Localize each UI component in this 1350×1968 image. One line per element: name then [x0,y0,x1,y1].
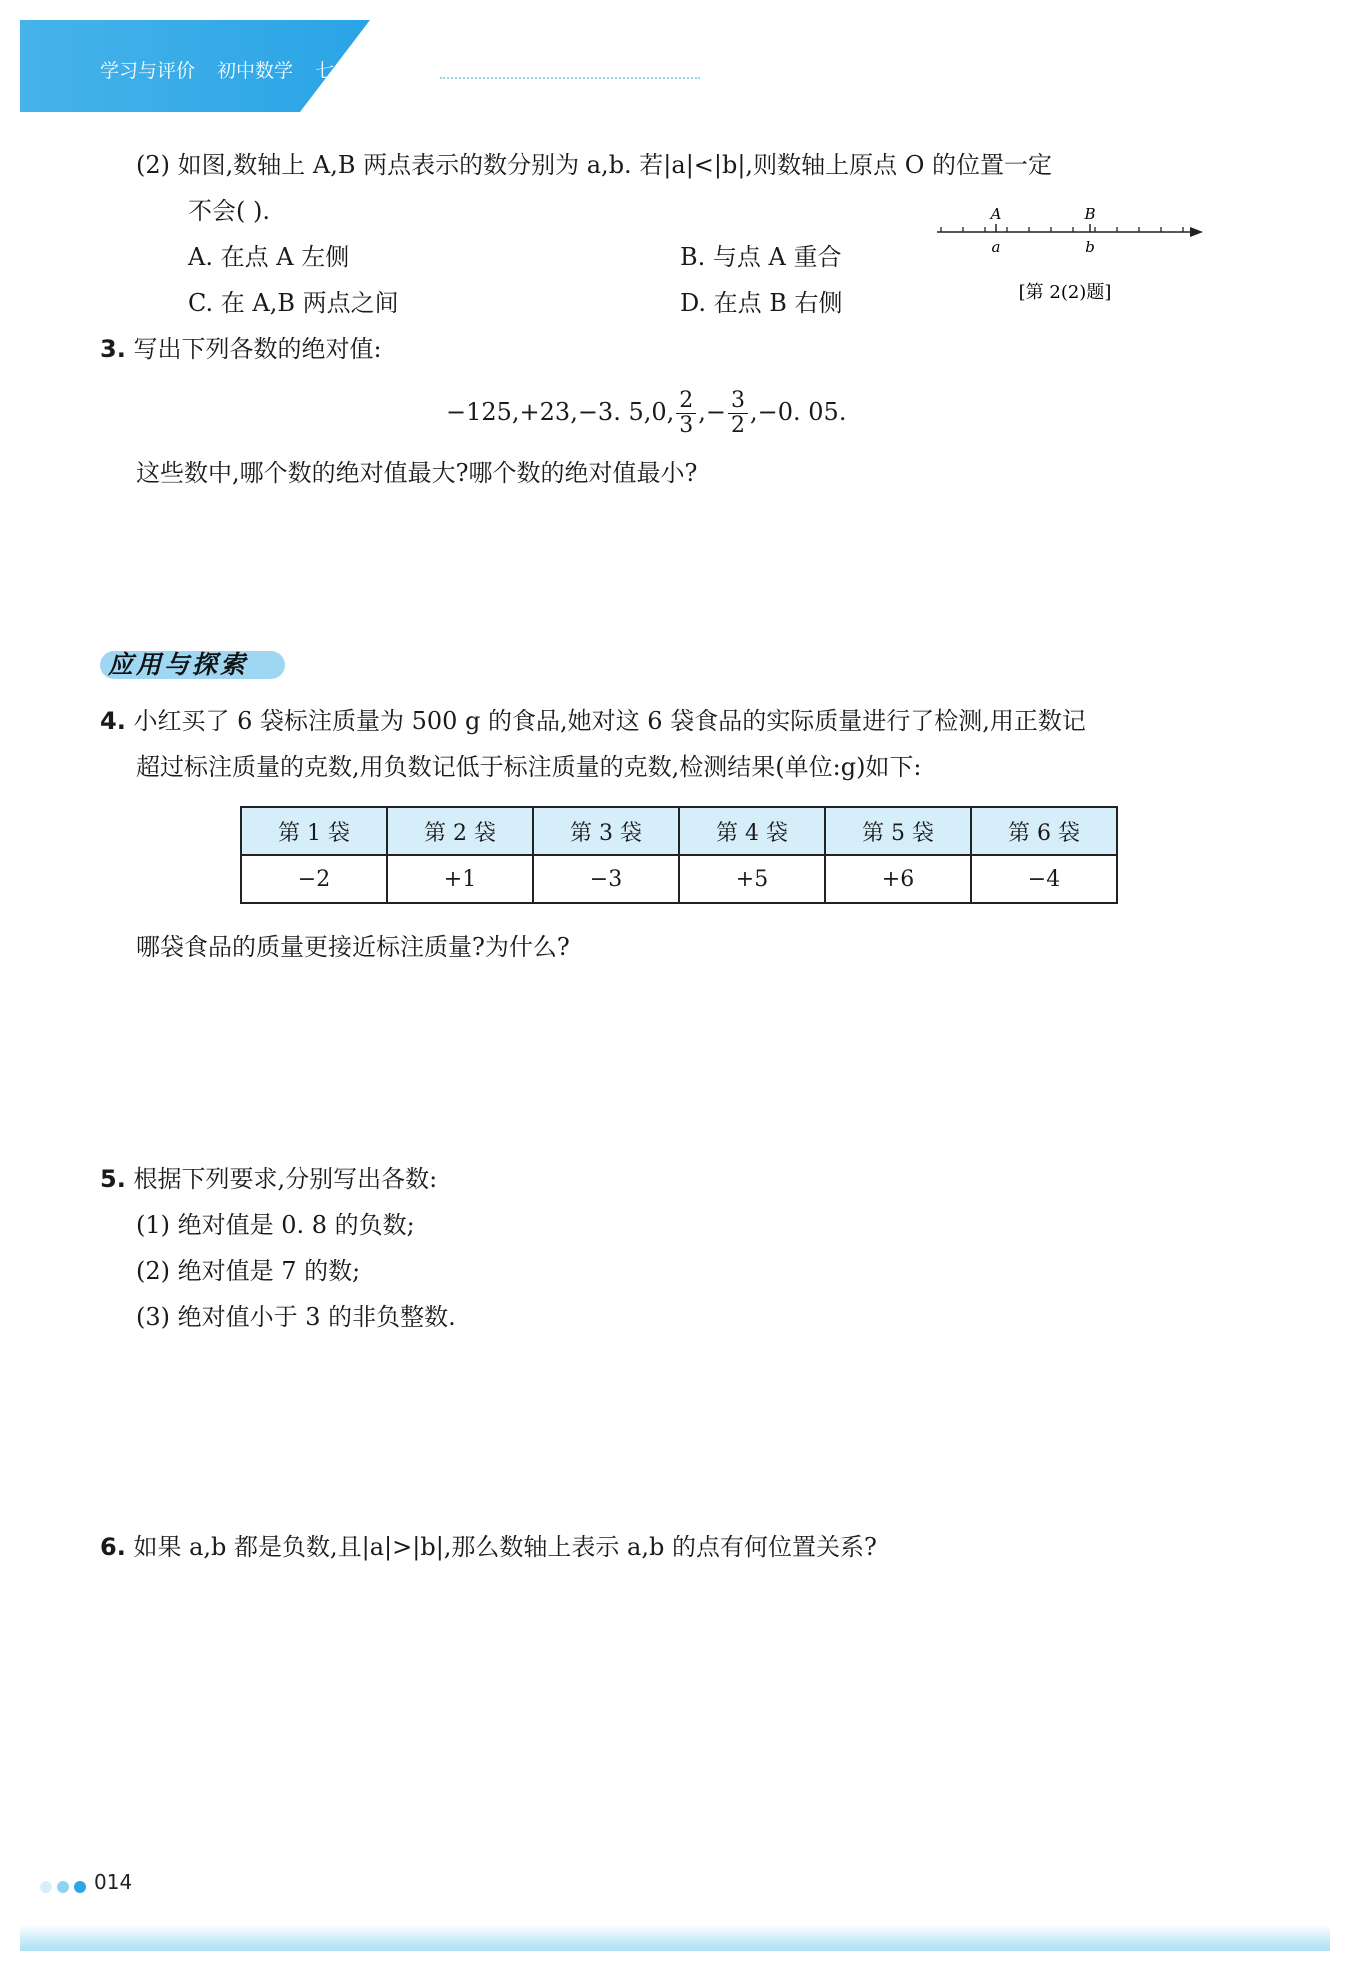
header-subject: 初中数学 [217,60,294,82]
q3-question: 这些数中,哪个数的绝对值最大?哪个数的绝对值最小? [136,459,698,487]
table-row [241,855,1117,903]
q2-2-option-a [188,240,349,274]
q3-number: 3. [100,335,126,363]
table-cell: −4 [971,855,1117,903]
q6-number: 6. [100,1533,126,1561]
table-header-row [241,807,1117,855]
table-cell: +5 [679,855,825,903]
q3-number-list [446,384,846,440]
option-text: 在 A,B 两点之间 [220,289,399,317]
footer-dot [40,1881,52,1893]
point-A-label: A [990,205,1002,223]
table-cell: −2 [241,855,387,903]
header-grade: 七年级上册 [315,60,411,82]
footer-dot [74,1881,86,1893]
table-header-cell: 第 1 袋 [241,807,387,855]
q2-2-option-d [680,286,843,320]
q6-stem-text: 如果 a,b 都是负数,且|a|>|b|,那么数轴上表示 a,b 的点有何位置关系? [133,1533,877,1561]
q3-stem [100,332,382,366]
q2-2-stem-1: 如图,数轴上 A,B 两点表示的数分别为 a,b. 若|a|<|b|,则数轴上原点 O 的位置一定 [177,151,1052,179]
q4-results-table [240,806,1118,904]
footer-band [20,1925,1330,1951]
q2-2-option-b [680,240,842,274]
q6-stem [100,1530,877,1564]
q3-list-part3: ,−0. 05. [750,398,847,426]
table-header-cell: 第 2 袋 [387,807,533,855]
q4-stem-line2: 超过标注质量的克数,用负数记低于标注质量的克数,检测结果(单位:g)如下: [136,753,922,781]
table-header-cell: 第 5 袋 [825,807,971,855]
footer-dot [57,1881,69,1893]
option-key: A. [188,243,213,271]
point-a-value-label: a [991,238,1001,256]
header-dotted-line [440,77,700,79]
q4-stem-line1 [100,704,1086,738]
table-header-cell: 第 6 袋 [971,807,1117,855]
q5-stem-text: 根据下列要求,分别写出各数: [133,1165,438,1193]
q5-item-3: (3) 绝对值小于 3 的非负整数. [136,1303,456,1331]
option-key: C. [188,289,214,317]
table-header-cell: 第 4 袋 [679,807,825,855]
q4-number: 4. [100,707,126,735]
section-banner [100,645,285,681]
section-title: 应用与探索 [108,650,249,679]
q2-2-stem-line1 [136,148,1052,182]
option-text: 在点 B 右侧 [713,289,843,317]
option-text: 在点 A 左侧 [220,243,350,271]
q5-number: 5. [100,1165,126,1193]
footer-dots [40,1878,91,1897]
q2-2-option-c [188,286,399,320]
q2-2-label: (2) [136,151,170,179]
q2-2-stem-line2: 不会( ). [188,197,270,225]
table-cell: +6 [825,855,971,903]
number-line-figure [935,200,1205,310]
option-key: B. [680,243,706,271]
fraction-three-halves: $\frac{3}{2}$ [728,389,748,438]
q5-stem [100,1162,437,1196]
q3-list-part2: ,− [698,398,727,426]
figure-caption: [第 2(2)题] [1018,282,1112,303]
q5-item-1: (1) 绝对值是 0. 8 的负数; [136,1211,415,1239]
option-key: D. [680,289,707,317]
table-header-cell: 第 3 袋 [533,807,679,855]
number-line-arrow-icon [1190,227,1203,237]
page-number: 014 [94,1870,133,1894]
q3-stem-text: 写出下列各数的绝对值: [133,335,382,363]
table-cell: +1 [387,855,533,903]
option-text: 与点 A 重合 [712,243,842,271]
point-B-label: B [1084,205,1096,223]
q4-question: 哪袋食品的质量更接近标注质量?为什么? [136,933,570,961]
header-book: 学习与评价 [100,60,196,82]
q3-list-part1: −125,+23,−3. 5,0, [446,398,675,426]
point-b-value-label: b [1085,238,1095,256]
q4-stem-1: 小红买了 6 袋标注质量为 500 g 的食品,她对这 6 袋食品的实际质量进行了检测,用正数记 [133,707,1086,735]
q5-item-2: (2) 绝对值是 7 的数; [136,1257,361,1285]
table-cell: −3 [533,855,679,903]
fraction-two-thirds: $\frac{2}{3}$ [676,389,696,438]
header-title [100,56,410,83]
